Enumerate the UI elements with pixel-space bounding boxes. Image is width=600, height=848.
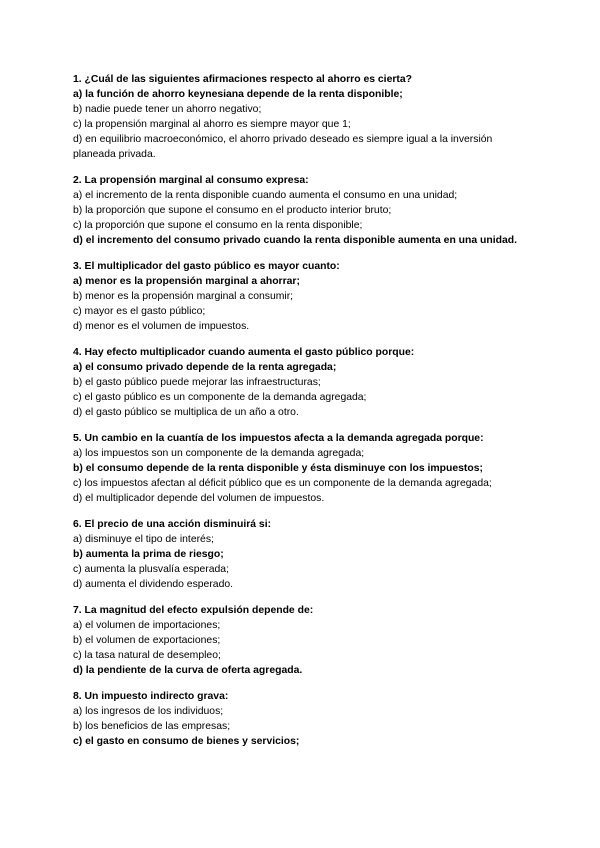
answer-option: b) el gasto público puede mejorar las infraestructuras; xyxy=(73,377,321,388)
answer-option: d) en equilibrio macroeconómico, el ahorro privado deseado es siempre igual a la inversión planeada privada. xyxy=(73,134,493,160)
answer-option: c) mayor es el gasto público; xyxy=(73,306,206,317)
question-7 xyxy=(73,603,533,678)
answer-option: c) la propensión marginal al ahorro es siempre mayor que 1; xyxy=(73,119,351,130)
question-1 xyxy=(73,72,533,162)
question-3 xyxy=(73,259,533,334)
answer-option-correct: b) aumenta la prima de riesgo; xyxy=(73,549,224,560)
answer-option: c) el gasto público es un componente de la demanda agregada; xyxy=(73,392,367,403)
answer-option: d) aumenta el dividendo esperado. xyxy=(73,579,234,590)
answer-option: a) los ingresos de los individuos; xyxy=(73,706,224,717)
answer-option: c) aumenta la plusvalía esperada; xyxy=(73,564,229,575)
answer-option: c) la proporción que supone el consumo en la renta disponible; xyxy=(73,220,363,231)
question-title: 8. Un impuesto indirecto grava: xyxy=(73,691,229,702)
answer-option: b) nadie puede tener un ahorro negativo; xyxy=(73,104,262,115)
answer-option: a) el incremento de la renta disponible cuando aumenta el consumo en una unidad; xyxy=(73,190,458,201)
answer-option-correct: c) el gasto en consumo de bienes y servicios; xyxy=(73,736,300,747)
answer-option: d) menor es el volumen de impuestos. xyxy=(73,321,250,332)
answer-option-correct: a) menor es la propensión marginal a ahorrar; xyxy=(73,276,300,287)
answer-option: d) el multiplicador depende del volumen de impuestos. xyxy=(73,493,325,504)
answer-option: c) la tasa natural de desempleo; xyxy=(73,650,221,661)
answer-option-correct: a) el consumo privado depende de la renta agregada; xyxy=(73,362,337,373)
question-title: 1. ¿Cuál de las siguientes afirmaciones respecto al ahorro es cierta? xyxy=(73,74,412,85)
quiz-document xyxy=(73,72,533,760)
question-8 xyxy=(73,689,533,749)
answer-option: b) los beneficios de las empresas; xyxy=(73,721,231,732)
answer-option: b) el volumen de exportaciones; xyxy=(73,635,221,646)
answer-option-correct: b) el consumo depende de la renta disponible y ésta disminuye con los impuestos; xyxy=(73,463,483,474)
question-title: 6. El precio de una acción disminuirá si: xyxy=(73,519,272,530)
answer-option: c) los impuestos afectan al déficit público que es un componente de la demanda agregada; xyxy=(73,478,492,489)
answer-option: a) los impuestos son un componente de la demanda agregada; xyxy=(73,448,365,459)
question-title: 7. La magnitud del efecto expulsión depende de: xyxy=(73,605,314,616)
answer-option: a) el volumen de importaciones; xyxy=(73,620,221,631)
question-4 xyxy=(73,345,533,420)
answer-option: d) el gasto público se multiplica de un año a otro. xyxy=(73,407,299,418)
answer-option-correct: d) el incremento del consumo privado cuando la renta disponible aumenta en una unidad. xyxy=(73,235,517,246)
answer-option: b) menor es la propensión marginal a consumir; xyxy=(73,291,294,302)
question-title: 3. El multiplicador del gasto público es mayor cuanto: xyxy=(73,261,340,272)
answer-option: b) la proporción que supone el consumo en el producto interior bruto; xyxy=(73,205,392,216)
question-6 xyxy=(73,517,533,592)
question-5 xyxy=(73,431,533,506)
question-2 xyxy=(73,173,533,248)
answer-option: a) disminuye el tipo de interés; xyxy=(73,534,214,545)
question-title: 4. Hay efecto multiplicador cuando aumenta el gasto público porque: xyxy=(73,347,415,358)
question-title: 2. La propensión marginal al consumo expresa: xyxy=(73,175,309,186)
question-title: 5. Un cambio en la cuantía de los impuestos afecta a la demanda agregada porque: xyxy=(73,433,484,444)
answer-option-correct: a) la función de ahorro keynesiana depende de la renta disponible; xyxy=(73,89,403,100)
answer-option-correct: d) la pendiente de la curva de oferta agregada. xyxy=(73,665,303,676)
